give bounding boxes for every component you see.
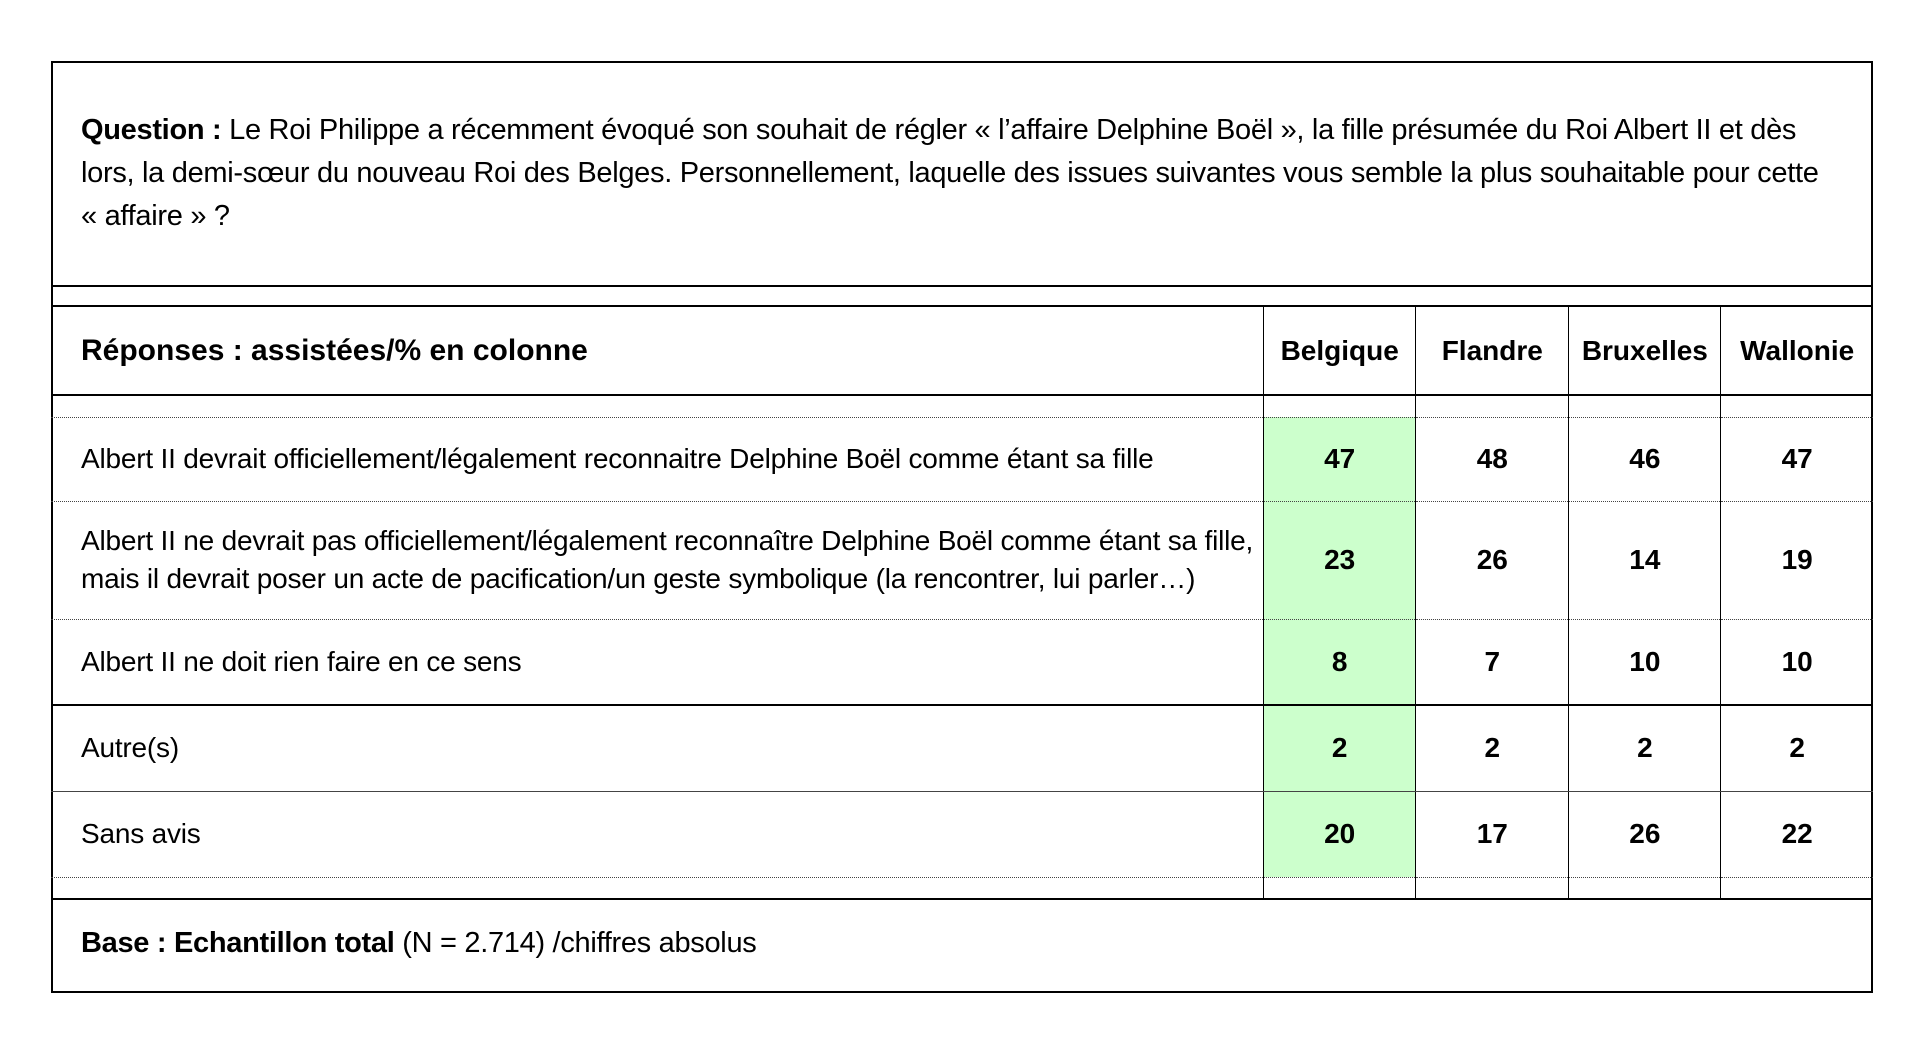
value-belgique: 2 <box>1264 705 1416 791</box>
value-belgique: 20 <box>1264 791 1416 877</box>
column-header-flandre: Flandre <box>1416 307 1569 395</box>
row-label: Autre(s) <box>51 705 1264 791</box>
base-text <box>81 927 756 960</box>
results-table <box>51 307 1873 900</box>
value-wallonie: 10 <box>1721 619 1873 705</box>
row-label: Albert II devrait officiellement/légalement reconnaitre Delphine Boël comme étant sa fille <box>51 417 1264 501</box>
value-bruxelles: 10 <box>1569 619 1721 705</box>
value-flandre: 17 <box>1416 791 1569 877</box>
value-flandre: 26 <box>1416 501 1569 619</box>
value-wallonie: 19 <box>1721 501 1873 619</box>
spacer-row <box>51 877 1873 899</box>
table-row <box>51 619 1873 705</box>
base-label: Base : Echantillon total <box>81 927 395 959</box>
value-wallonie: 22 <box>1721 791 1873 877</box>
value-flandre: 48 <box>1416 417 1569 501</box>
value-belgique: 47 <box>1264 417 1416 501</box>
value-wallonie: 2 <box>1721 705 1873 791</box>
row-label: Albert II ne doit rien faire en ce sens <box>51 619 1264 705</box>
question-body: Le Roi Philippe a récemment évoqué son souhait de régler « l’affaire Delphine Boël », la fille présumée du Roi Albert II et dès lors, la demi-sœur du nouveau Roi des Belges. Personnellement, laquelle des issues suivantes vous semble la plus souhaitable pour cette « affaire » ? <box>81 114 1819 232</box>
question-text <box>81 109 1841 238</box>
value-bruxelles: 46 <box>1569 417 1721 501</box>
base-box <box>51 903 1873 993</box>
question-label: Question : <box>81 114 222 146</box>
value-bruxelles: 2 <box>1569 705 1721 791</box>
column-header-bruxelles: Bruxelles <box>1569 307 1721 395</box>
row-label: Sans avis <box>51 791 1264 877</box>
value-wallonie: 47 <box>1721 417 1873 501</box>
column-header-belgique: Belgique <box>1264 307 1416 395</box>
table-row <box>51 501 1873 619</box>
header-label: Réponses : assistées/% en colonne <box>51 307 1264 395</box>
base-body: (N = 2.714) /chiffres absolus <box>394 927 757 959</box>
table-row <box>51 791 1873 877</box>
value-flandre: 2 <box>1416 705 1569 791</box>
value-bruxelles: 14 <box>1569 501 1721 619</box>
table-header-row <box>51 307 1873 395</box>
value-bruxelles: 26 <box>1569 791 1721 877</box>
value-belgique: 23 <box>1264 501 1416 619</box>
value-flandre: 7 <box>1416 619 1569 705</box>
value-belgique: 8 <box>1264 619 1416 705</box>
question-box <box>51 61 1873 287</box>
table-row <box>51 417 1873 501</box>
table-row <box>51 705 1873 791</box>
spacer-row <box>51 395 1873 417</box>
column-header-wallonie: Wallonie <box>1721 307 1873 395</box>
row-label: Albert II ne devrait pas officiellement/légalement reconnaître Delphine Boël comme étant sa fille, mais il devrait poser un acte de pacification/un geste symbolique (la rencontrer, lui parler…) <box>51 501 1264 619</box>
